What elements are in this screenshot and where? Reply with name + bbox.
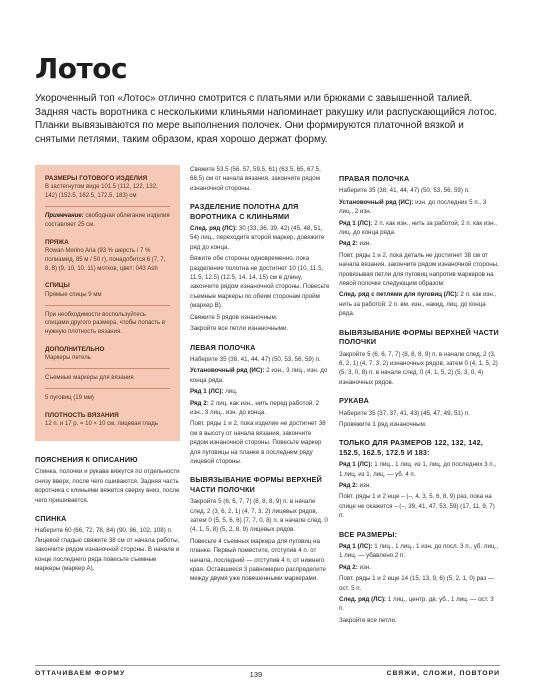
row-text: Закройте 5 (6, 6, 7, 7) (8, 8, 8, 9) п. в начале след. 2 (3, 6, 2, 1) (4, 7, 3, 2) изнаночных рядов, затем 0 (4, 1, 5, 2) (5, 3, 0, 8) п. в начале след. 0 (4, 1, 5, 2) (5, 3, 0, 4) изнаночных рядов. <box>339 350 498 386</box>
footer-right: СВЯЖИ, СЛОЖИ, ПОВТОРИ <box>386 670 500 677</box>
specs-box <box>35 165 180 441</box>
spec-text: Rowan Merino Aria (93 % шерсть / 7 % полиамид, 85 м / 50 г), понадобится 6 (7, 7, 8, 8) (9, 10, 10, 11) мотков, цвет: 043 Ash <box>45 248 166 272</box>
instruction-text <box>339 186 499 195</box>
page-number: 139 <box>249 670 263 679</box>
row-text: изн. <box>357 563 371 571</box>
spec-note-label: Примечание: <box>45 213 84 219</box>
spec-heading: ДОПОЛНИТЕЛЬНО <box>45 345 105 353</box>
spec-text: 12 п. и 17 р. = 10 × 10 см, лицевая гладь <box>45 421 158 428</box>
instruction-text <box>190 165 330 193</box>
instruction-text <box>190 224 330 252</box>
row-label: Установочный ряд (ИС): <box>339 198 414 206</box>
row-label: Ряд 2: <box>339 240 358 248</box>
row-text: 1 лиц., 1 лиц. из 1, лиц. до последних 3 п., 1 лиц. из 1, лиц. — уб. 4 п. <box>339 461 497 478</box>
instruction-text <box>190 313 330 322</box>
instruction-text <box>35 526 180 573</box>
section-heading: ВСЕ РАЗМЕРЫ: <box>339 529 398 539</box>
instruction-text <box>339 595 499 614</box>
page-title: Лотос <box>35 52 128 85</box>
row-text: Наберите 60 (66, 72, 78, 84) (90, 96, 102, 108) п. Лицевой гладью свяжите 38 см от начала работы, закончите рядом изнаночной стороны. В начале и конце последнего ряда повесьте съемные маркеры (маркер А). <box>35 527 180 573</box>
instruction-text <box>35 467 180 505</box>
row-label: Установочный ряд (ИС): <box>190 367 265 375</box>
spec-note <box>45 212 170 230</box>
section-heading: СПИНКА <box>35 514 67 524</box>
row-text: 30 (33, 36, 39, 42) (45, 48, 51, 54) лиц., переходите второй маркер, довяжите ряд до конца. <box>190 225 325 251</box>
row-text: 2 изн., 3 лиц., изн. до конца ряда. <box>190 367 328 384</box>
row-text: Провяжите 1 ряд изнаночным. <box>339 420 427 428</box>
row-label: Ряд 1 (ЛС): <box>339 461 373 469</box>
row-label: Ряд 1 (ЛС): <box>339 219 373 227</box>
row-text: Закройте 5 (6, 6, 7, 7) (8, 8, 8, 9) п. в начале след. 2 (3, 6, 2, 1) (4, 7, 3, 2) лицевых рядов, затем 0 (5, 5, 6, 6) (7, 7, 0, 8) п. в начале след. 0 (4, 1, 5, 8) (5, 2, 8, 9) лицевых рядов. <box>190 498 328 534</box>
spec-divider <box>45 388 170 389</box>
row-text: Повт. ряды 1 и 2, пока деталь не достигнет 38 см от начала вязания, закончите рядом изнаночной стороны, провязывая петли для пуговиц напротив маркеров на левой полочке следующим образом: <box>339 251 499 288</box>
row-text: Наберите 35 (38, 41, 44, 47) (50, 53, 56, 59) п. <box>190 355 321 363</box>
row-text: Повт. ряды 1 и 2 еще – (–, 4, 3, 5, 6, 8, 9) раз, пока на спице не окажется – (–, 39, 41, 47, 53, 59) (17, 11, 9, 7) п. <box>339 493 495 520</box>
instruction-text <box>190 419 330 466</box>
row-text: Повт. ряды 1 и 2, пока изделие не достигнет 38 см в высоту от начала вязания, закончите рядом изнаночной стороны. Повесьте маркер для пуговицы на планке в последнем ряду лицевой стороны. <box>190 420 326 465</box>
instruction-text <box>339 239 499 248</box>
row-text: 2 п. как изн., нить за работой, 2 п. как изн., лиц. до конца ряда. <box>339 219 498 237</box>
row-text: 2 лиц. как изн., нить перед работой, 2 изн., 3 лиц., изн. до конца. <box>190 399 320 416</box>
column-right <box>339 165 499 627</box>
spec-heading: СПИЦЫ <box>45 282 70 290</box>
instruction-text <box>339 219 499 238</box>
row-text: Повесьте 4 съемных маркера для пуговиц на планке. Первый поместите, отступив 4 п. от начала, последний — отступив 4 п. от нижнего края. Оставшиеся 3 равномерно распределите между двумя уже повешенными маркерами. <box>190 537 326 583</box>
instruction-text <box>339 481 499 490</box>
instruction-text <box>339 563 499 572</box>
row-text: Свяжите 53.5 (56, 57, 59.5, 61) (63.5, 65, 67.5, 68.5) см от начала вязания, закончите рядом изнаночной стороны. <box>190 166 321 192</box>
row-text: Наберите 35 (37, 37, 41, 43) (45, 47, 49, 51) п. <box>339 409 470 417</box>
instruction-text <box>339 574 499 593</box>
row-label: След. ряд с петлями для пуговиц (ЛС): <box>339 291 459 299</box>
row-text: лиц. <box>223 388 238 396</box>
row-text: Повт. ряды 1 и 2 еще 14 (15, 13, 9, 6) (5, 2, 1, 0) раз — ост. 5 п. <box>339 575 495 592</box>
spec-divider <box>45 206 170 207</box>
spec-text: В застегнутом виде 101.5 (112, 122, 132, 142) (152.5, 162.5, 172.5, 183) см <box>45 184 158 200</box>
row-label: Ряд 2: <box>339 563 358 571</box>
column-left-body <box>35 455 180 573</box>
instruction-text <box>339 198 499 217</box>
spec-text: При необходимости воспользуйтесь спицами другого размера, чтобы попасть в нужную плотность вязания. <box>45 311 166 336</box>
spec-heading: ПРЯЖА <box>45 238 69 246</box>
section-heading: ЛЕВАЯ ПОЛОЧКА <box>190 342 256 352</box>
instruction-text <box>339 492 499 520</box>
row-label: Ряд 2: <box>190 399 209 407</box>
section-heading: ВЫВЯЗЫВАНИЕ ФОРМЫ ВЕРХНЕЙ ЧАСТИ ПОЛОЧКИ <box>190 475 323 494</box>
section-heading: РАЗДЕЛЕНИЕ ПОЛОТНА ДЛЯ ВОРОТНИКА С КЛИНЬЯМИ <box>190 202 299 221</box>
row-text: Закройте все петли изнаночными. <box>190 325 289 333</box>
instruction-text <box>190 387 330 396</box>
section-heading: ВЫВЯЗЫВАНИЕ ФОРМЫ ВЕРХНЕЙ ЧАСТИ ПОЛОЧКИ <box>339 327 499 347</box>
spec-heading: ПЛОТНОСТЬ ВЯЗАНИЯ <box>45 411 119 419</box>
instruction-text <box>339 251 499 289</box>
instruction-text <box>339 409 499 418</box>
instruction-text <box>190 497 330 535</box>
section-heading: ПОЯСНЕНИЯ К ОПИСАНИЮ <box>35 454 138 464</box>
instruction-text <box>190 399 330 418</box>
intro-paragraph: Укороченный топ «Лотос» отлично смотрится с платьями или брюками с завышенной талией. Задняя часть воротника с несколькими клиньями напоминает ракушку или распускающийся лотос. Планки вывязываются по мере выполнения полочек. Они формируются платочной вязкой и снятыми петлями, таким образом, края хорошо держат форму. <box>35 93 498 145</box>
row-label: След. ряд (ЛС): <box>190 225 238 233</box>
instruction-text <box>339 616 499 625</box>
row-text: Спинка, полочки и рукава вяжутся по отдельности снизу вверх, после чего сшиваются. Задняя часть воротника с клиньями вяжется сверху вниз, после чего пришивается. <box>35 468 180 504</box>
spec-divider <box>45 368 170 369</box>
row-text: изн. <box>357 481 371 489</box>
row-text: изн. до последних 5 п., 3 лиц., 2 изн. <box>339 198 487 216</box>
row-label: Ряд 1 (ЛС): <box>339 543 373 550</box>
row-text: изн. <box>357 240 371 248</box>
column-left <box>35 165 180 575</box>
footer-left: ОТТАЧИВАЕМ ФОРМУ <box>35 670 126 677</box>
row-text: Свяжите 5 рядов изнаночным. <box>190 313 278 321</box>
section-heading: ПРАВАЯ ПОЛОЧКА <box>339 174 410 183</box>
spec-text: Маркеры петель <box>45 355 91 362</box>
row-text: Наберите 35 (38, 41, 44, 47) (50, 53, 56, 59) п. <box>339 187 470 195</box>
instruction-text <box>190 355 330 364</box>
row-text: Закройте все петли. <box>339 616 397 624</box>
row-label: Ряд 1 (ЛС): <box>190 388 224 396</box>
row-text: 2 п. как изн., нить за работой, 2 п. вм. изн., накид, лиц. до конца ряда. <box>339 291 497 318</box>
spec-text: Съемные маркеры для вязания <box>45 375 134 382</box>
instruction-text <box>339 350 499 388</box>
spec-text: Прямые спицы 9 мм <box>45 291 102 298</box>
row-text: Вяжите обе стороны одновременно, пока разделение полотна не достигнет 10 (10, 11.5, 11.5, 12.5) (12.5, 14, 14, 15) см в длину, закончите рядом изнаночной стороны. Повесьте съемные маркеры по обеим сторонам пройм (маркер В). <box>190 255 330 310</box>
row-label: След. ряд (ЛС): <box>339 596 387 604</box>
row-label: Ряд 2: <box>339 481 358 489</box>
section-heading: ТОЛЬКО ДЛЯ РАЗМЕРОВ 122, 132, 142, 152.5, 162.5, 172.5 И 183: <box>339 438 484 457</box>
instruction-text <box>339 460 499 479</box>
instruction-text <box>190 254 330 310</box>
spec-text: 5 пуговиц (19 мм) <box>45 394 94 401</box>
footer <box>35 670 500 679</box>
instruction-text <box>339 542 499 561</box>
column-middle <box>190 165 330 586</box>
footer-rule <box>35 665 500 666</box>
instruction-text <box>190 537 330 584</box>
instruction-text <box>190 366 330 385</box>
spec-heading: РАЗМЕРЫ ГОТОВОГО ИЗДЕЛИЯ <box>45 175 148 182</box>
instruction-text <box>339 290 499 318</box>
spec-note-text: свободная облегание изделия составляет 25 см. <box>45 213 170 228</box>
instruction-text <box>339 420 499 429</box>
instruction-text <box>190 324 330 333</box>
row-text: 1 лиц., центр. дв. уб., 1 лиц. — ост. 3 п. <box>339 596 494 613</box>
spec-divider <box>45 305 170 306</box>
section-heading: РУКАВА <box>339 396 369 406</box>
row-text: 1 лиц., 1 лиц., 1 изн. до посл. 3 п., уб. лиц., 1 лиц. — убавлено 2 п. <box>339 543 498 560</box>
